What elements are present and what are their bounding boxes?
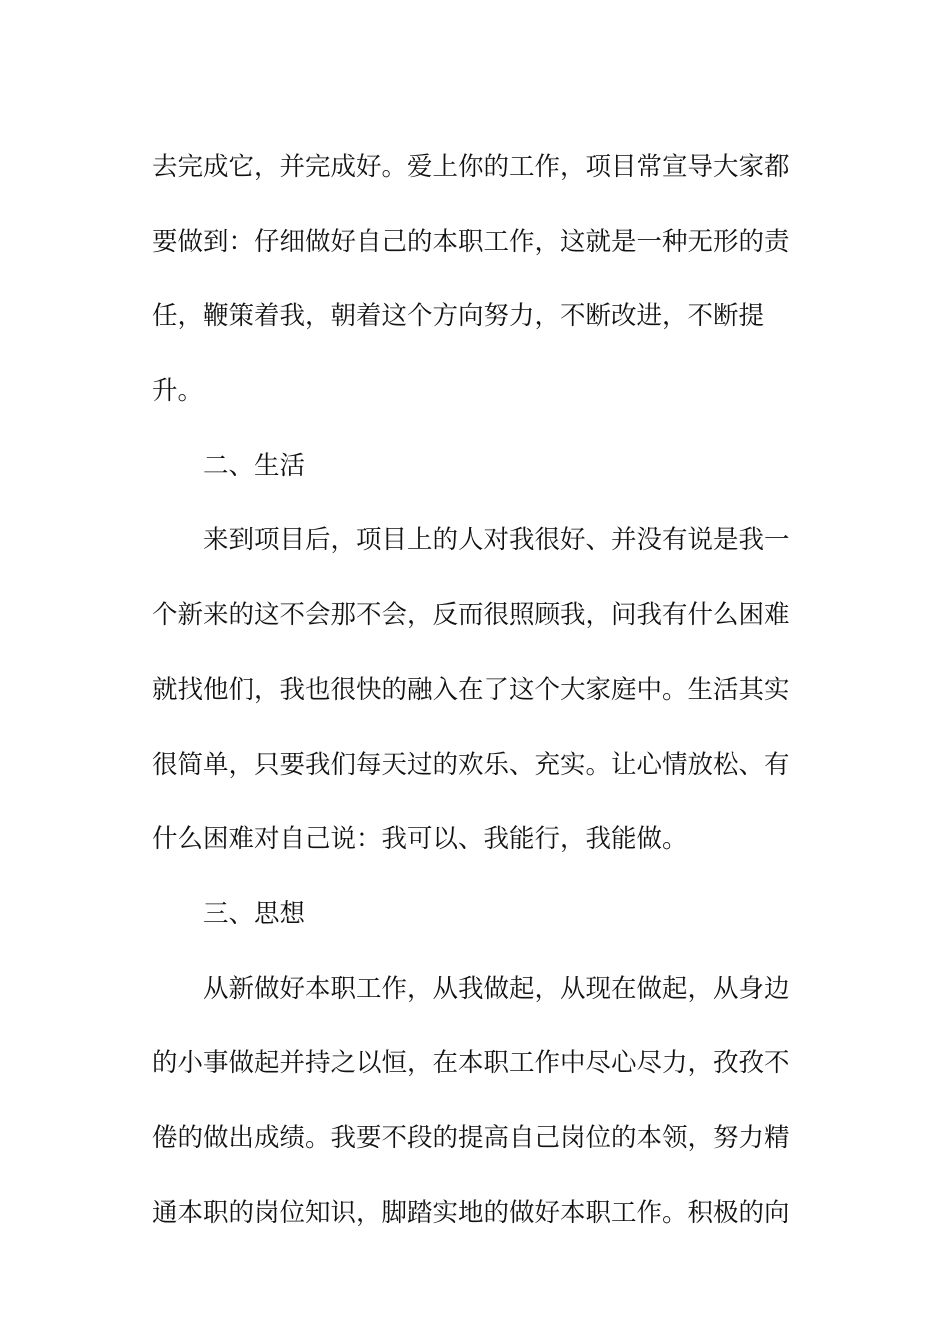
document-body <box>152 130 792 1250</box>
paragraph-line: 很简单，只要我们每天过的欢乐、充实。让心情放松、有 <box>152 749 790 780</box>
paragraph-line: 的小事做起并持之以恒，在本职工作中尽心尽力，孜孜不 <box>152 1048 790 1079</box>
section-heading-life: 二、生活 <box>203 450 306 481</box>
paragraph-line: 来到项目后，项目上的人对我很好、并没有说是我一 <box>203 525 790 556</box>
paragraph-line: 就找他们，我也很快的融入在了这个大家庭中。生活其实 <box>152 674 790 705</box>
paragraph-line: 个新来的这不会那不会，反而很照顾我，问我有什么困难 <box>152 600 790 631</box>
section-heading-thought: 三、思想 <box>203 898 306 929</box>
paragraph-line: 升。 <box>152 376 204 407</box>
paragraph-line: 要做到：仔细做好自己的本职工作，这就是一种无形的责 <box>152 226 790 257</box>
paragraph-line: 什么困难对自己说：我可以、我能行，我能做。 <box>152 824 688 855</box>
paragraph-line: 倦的做出成绩。我要不段的提高自己岗位的本领，努力精 <box>152 1122 790 1153</box>
paragraph-line: 任，鞭策着我，朝着这个方向努力，不断改进，不断提 <box>152 301 765 332</box>
paragraph-line: 从新做好本职工作，从我做起，从现在做起，从身边 <box>203 973 790 1004</box>
paragraph-line: 通本职的岗位知识，脚踏实地的做好本职工作。积极的向 <box>152 1197 790 1228</box>
paragraph-line: 去完成它，并完成好。爱上你的工作，项目常宣导大家都 <box>152 152 790 182</box>
